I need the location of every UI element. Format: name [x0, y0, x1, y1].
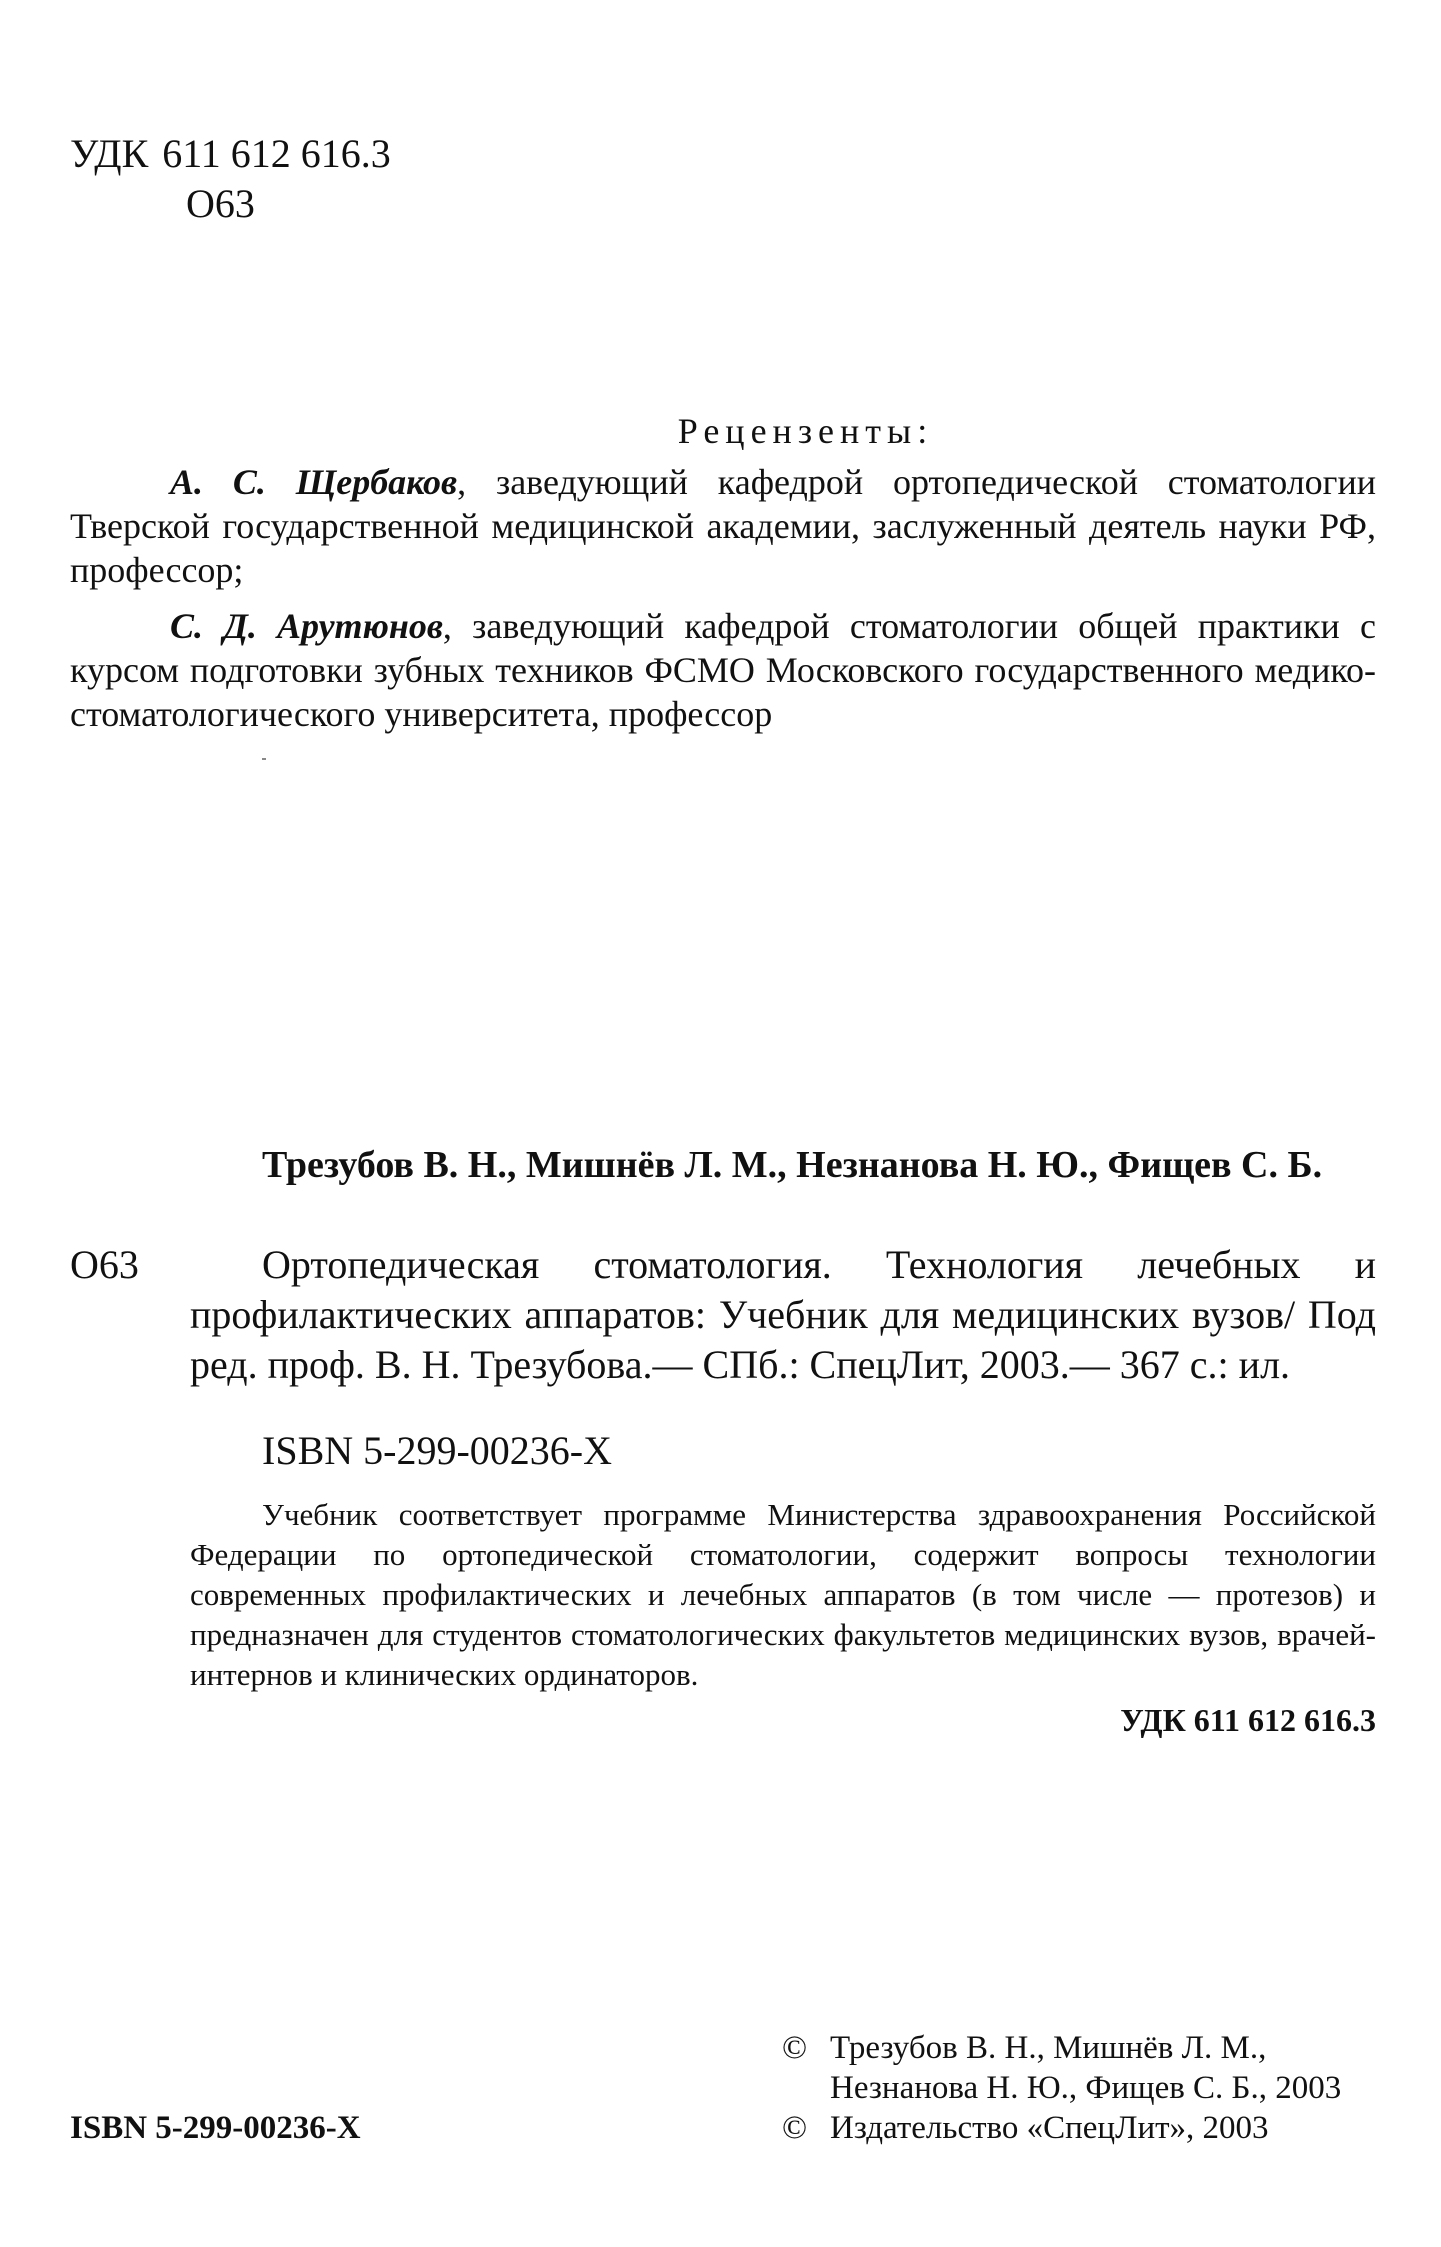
udk-bottom: УДК 611 612 616.3	[1120, 1702, 1376, 1738]
reviewer-1-text: , заведующий кафедрой ортопедической стоматологии Тверской государственной медицинской академии, заслуженный деятель науки РФ, профессор;	[70, 462, 1376, 590]
copyright-publisher-text: Издательство «СпецЛит», 2003	[830, 2110, 1269, 2146]
copyright-authors	[782, 2028, 1402, 2068]
book-description: Ортопедическая стоматология. Технология лечебных и профилактических аппаратов: Учебник для медицинских вузов/ Под ред. проф. В. Н. Трезубова.— СПб.: СпецЛит, 2003.— 367 с.: ил.	[190, 1242, 1376, 1387]
reviewer-2-name: С. Д. Арутюнов	[170, 606, 443, 646]
book-annotation: Учебник соответствует программе Министерства здравоохранения Российской Федерации по ортопедической стоматологии, содержит вопросы технологии современных профилактических и лечебных аппаратов (в том числе — протезов) и предназначен для студентов стоматологических факультетов медицинских вузов, врачей-интернов и клинических ординаторов.	[190, 1497, 1376, 1692]
copyright-icon: ©	[782, 2030, 808, 2066]
reviewer-1	[70, 460, 1376, 592]
author-mark-top: О63	[186, 181, 255, 226]
udk-code: 611 612 616.3	[162, 131, 391, 176]
reviewer-1-name: А. С. Щербаков	[170, 462, 458, 502]
print-speck	[262, 758, 266, 760]
udk-header	[70, 130, 391, 178]
copyright-authors-line1: Трезубов В. Н., Мишнёв Л. М.,	[830, 2030, 1267, 2066]
reviewers-title: Рецензенты:	[677, 411, 934, 451]
copyright-block	[782, 2028, 1402, 2148]
udk-label: УДК	[70, 131, 149, 176]
copyright-publisher	[782, 2108, 1402, 2148]
reviewer-2-text: , заведующий кафедрой стоматологии общей практики с курсом подготовки зубных техников ФСМО Московского государственного медико-стоматологического университета, профессор	[70, 606, 1376, 734]
reviewer-2	[70, 604, 1376, 736]
copyright-authors-line2: Незнанова Н. Ю., Фищев С. Б., 2003	[830, 2070, 1342, 2106]
author-mark-bib: О63	[70, 1242, 139, 1287]
book-isbn: ISBN 5-299-00236-X	[262, 1428, 612, 1473]
footer-isbn: ISBN 5-299-00236-X	[70, 2110, 361, 2146]
copyright-icon: ©	[782, 2110, 808, 2146]
book-authors: Трезубов В. Н., Мишнёв Л. М., Незнанова Н. Ю., Фищев С. Б.	[262, 1144, 1323, 1186]
